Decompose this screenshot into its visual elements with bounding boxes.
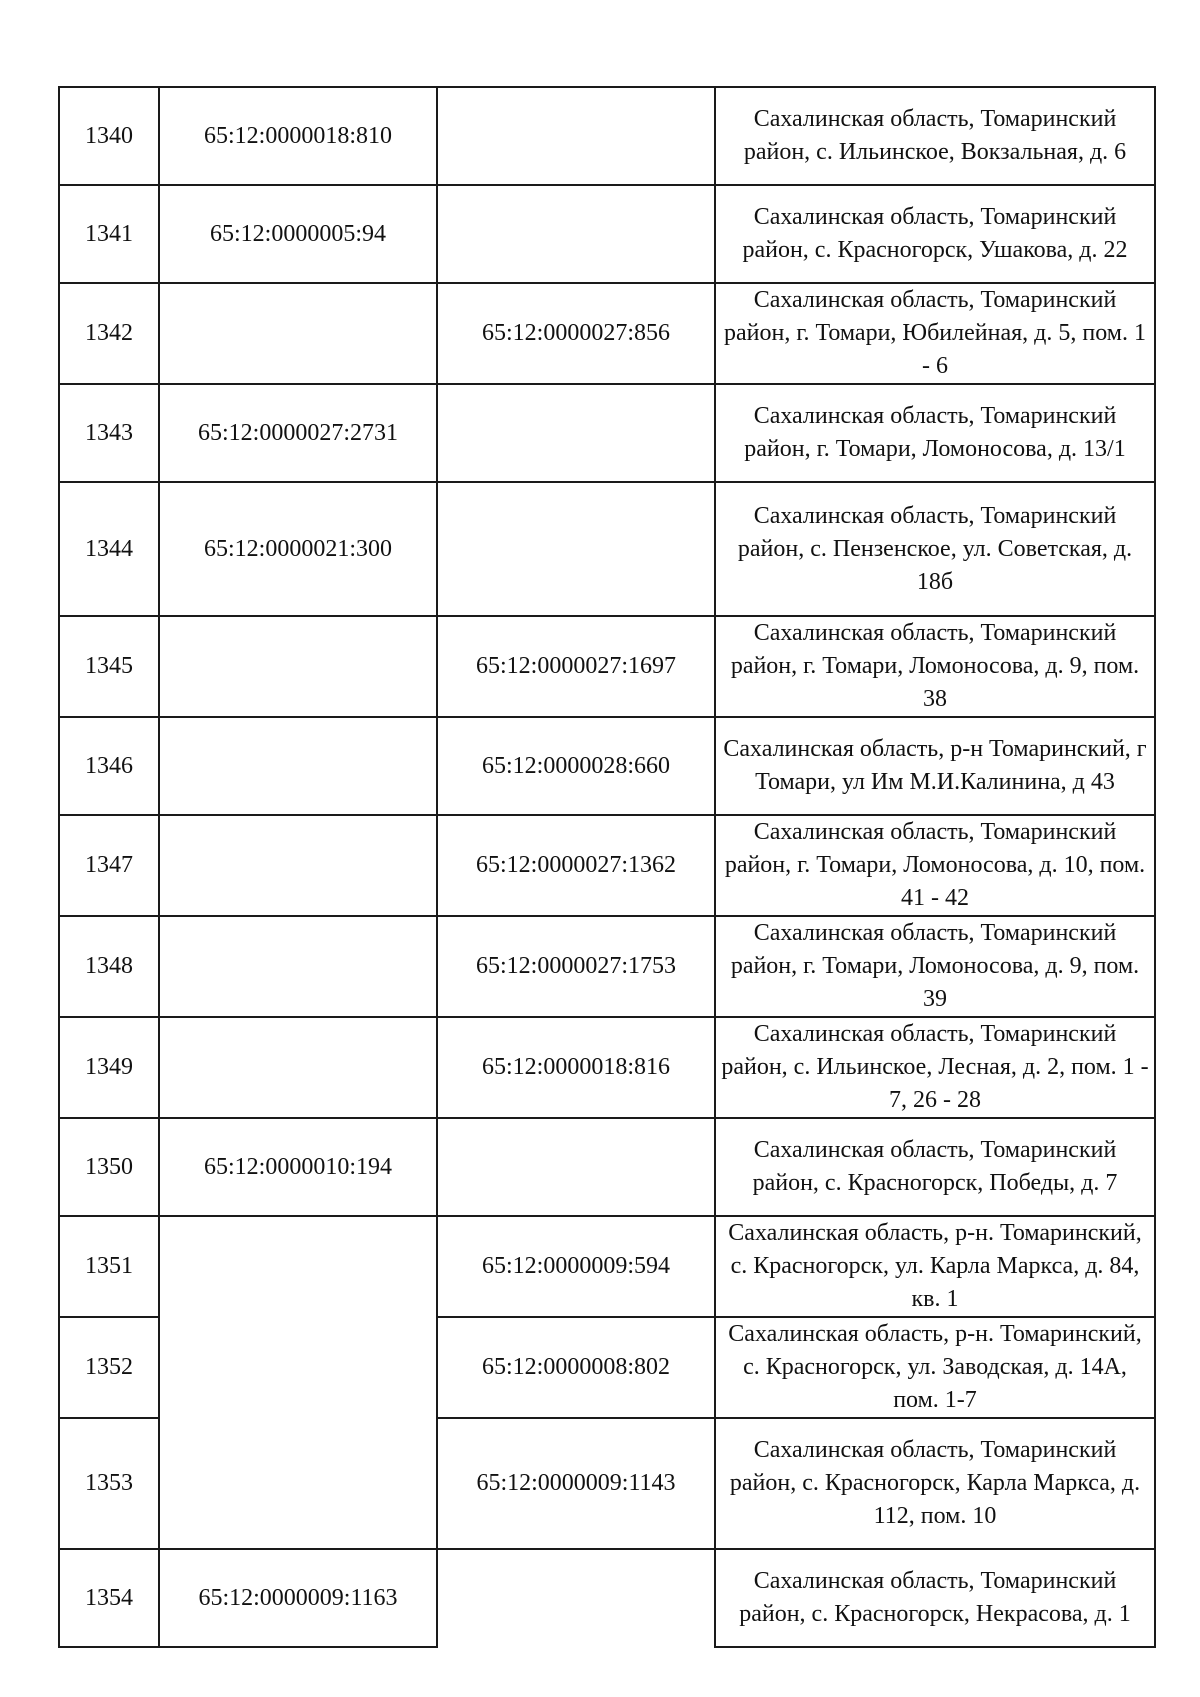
object-cadastral-number: 65:12:0000027:1753 [437, 916, 715, 1017]
table-row [59, 87, 1155, 185]
object-cadastral-number [437, 482, 715, 616]
row-number: 1344 [59, 482, 159, 616]
object-cadastral-number [437, 87, 715, 185]
table-row [59, 616, 1155, 717]
cadastral-number: 65:12:0000005:94 [159, 185, 437, 283]
cadastral-number [159, 916, 437, 1017]
table-row [59, 1017, 1155, 1118]
row-number: 1341 [59, 185, 159, 283]
row-number: 1349 [59, 1017, 159, 1118]
row-number: 1350 [59, 1118, 159, 1216]
object-cadastral-number: 65:12:0000009:1143 [437, 1418, 715, 1549]
object-cadastral-number: 65:12:0000027:856 [437, 283, 715, 384]
row-number: 1348 [59, 916, 159, 1017]
table-row [59, 1118, 1155, 1216]
address: Сахалинская область, Томаринский район, с. Пензенское, ул. Советская, д. 18б [715, 482, 1155, 616]
registry-table [58, 86, 1156, 1648]
address: Сахалинская область, Томаринский район, г. Томари, Ломоносова, д. 10, пом. 41 - 42 [715, 815, 1155, 916]
address: Сахалинская область, Томаринский район, г. Томари, Ломоносова, д. 13/1 [715, 384, 1155, 482]
cadastral-number [159, 1017, 437, 1118]
address: Сахалинская область, Томаринский район, с. Ильинское, Вокзальная, д. 6 [715, 87, 1155, 185]
cadastral-number [159, 815, 437, 916]
cadastral-number: 65:12:0000027:2731 [159, 384, 437, 482]
row-number: 1347 [59, 815, 159, 916]
object-cadastral-number: 65:12:0000009:594 [437, 1216, 715, 1317]
cadastral-number [159, 283, 437, 384]
row-number: 1346 [59, 717, 159, 815]
object-cadastral-number: 65:12:0000028:660 [437, 717, 715, 815]
cadastral-number [159, 616, 437, 717]
cadastral-number: 65:12:0000009:1163 [159, 1549, 437, 1647]
address: Сахалинская область, р-н. Томаринский, с. Красногорск, ул. Карла Маркса, д. 84, кв. 1 [715, 1216, 1155, 1317]
row-number: 1354 [59, 1549, 159, 1647]
row-number: 1342 [59, 283, 159, 384]
object-cadastral-number [437, 384, 715, 482]
address: Сахалинская область, Томаринский район, с. Красногорск, Карла Маркса, д. 112, пом. 10 [715, 1418, 1155, 1549]
cadastral-number [159, 717, 437, 815]
table-row [59, 916, 1155, 1017]
object-cadastral-number: 65:12:0000018:816 [437, 1017, 715, 1118]
row-number: 1340 [59, 87, 159, 185]
row-number: 1353 [59, 1418, 159, 1549]
cadastral-number: 65:12:0000018:810 [159, 87, 437, 185]
address: Сахалинская область, р-н Томаринский, г Томари, ул Им М.И.Калинина, д 43 [715, 717, 1155, 815]
address: Сахалинская область, Томаринский район, с. Красногорск, Ушакова, д. 22 [715, 185, 1155, 283]
cadastral-number: 65:12:0000021:300 [159, 482, 437, 616]
object-cadastral-number: 65:12:0000027:1362 [437, 815, 715, 916]
address: Сахалинская область, Томаринский район, с. Ильинское, Лесная, д. 2, пом. 1 - 7, 26 - 28 [715, 1017, 1155, 1118]
row-number: 1351 [59, 1216, 159, 1317]
row-number: 1343 [59, 384, 159, 482]
row-number: 1352 [59, 1317, 159, 1418]
cadastral-number: 65:12:0000010:194 [159, 1118, 437, 1216]
table-row [59, 185, 1155, 283]
cadastral-number-merged [159, 1216, 437, 1549]
address: Сахалинская область, Томаринский район, г. Томари, Ломоносова, д. 9, пом. 39 [715, 916, 1155, 1017]
object-cadastral-number [437, 1118, 715, 1216]
object-cadastral-number [437, 1549, 715, 1647]
address: Сахалинская область, Томаринский район, с. Красногорск, Победы, д. 7 [715, 1118, 1155, 1216]
table-row [59, 815, 1155, 916]
object-cadastral-number: 65:12:0000008:802 [437, 1317, 715, 1418]
address: Сахалинская область, р-н. Томаринский, с. Красногорск, ул. Заводская, д. 14А, пом. 1-7 [715, 1317, 1155, 1418]
table-row [59, 482, 1155, 616]
table-row [59, 283, 1155, 384]
object-cadastral-number [437, 185, 715, 283]
address: Сахалинская область, Томаринский район, г. Томари, Ломоносова, д. 9, пом. 38 [715, 616, 1155, 717]
row-number: 1345 [59, 616, 159, 717]
address: Сахалинская область, Томаринский район, г. Томари, Юбилейная, д. 5, пом. 1 - 6 [715, 283, 1155, 384]
table-row [59, 717, 1155, 815]
table-row [59, 1549, 1155, 1647]
table-row [59, 1216, 1155, 1317]
object-cadastral-number: 65:12:0000027:1697 [437, 616, 715, 717]
table-row [59, 384, 1155, 482]
address: Сахалинская область, Томаринский район, с. Красногорск, Некрасова, д. 1 [715, 1549, 1155, 1647]
